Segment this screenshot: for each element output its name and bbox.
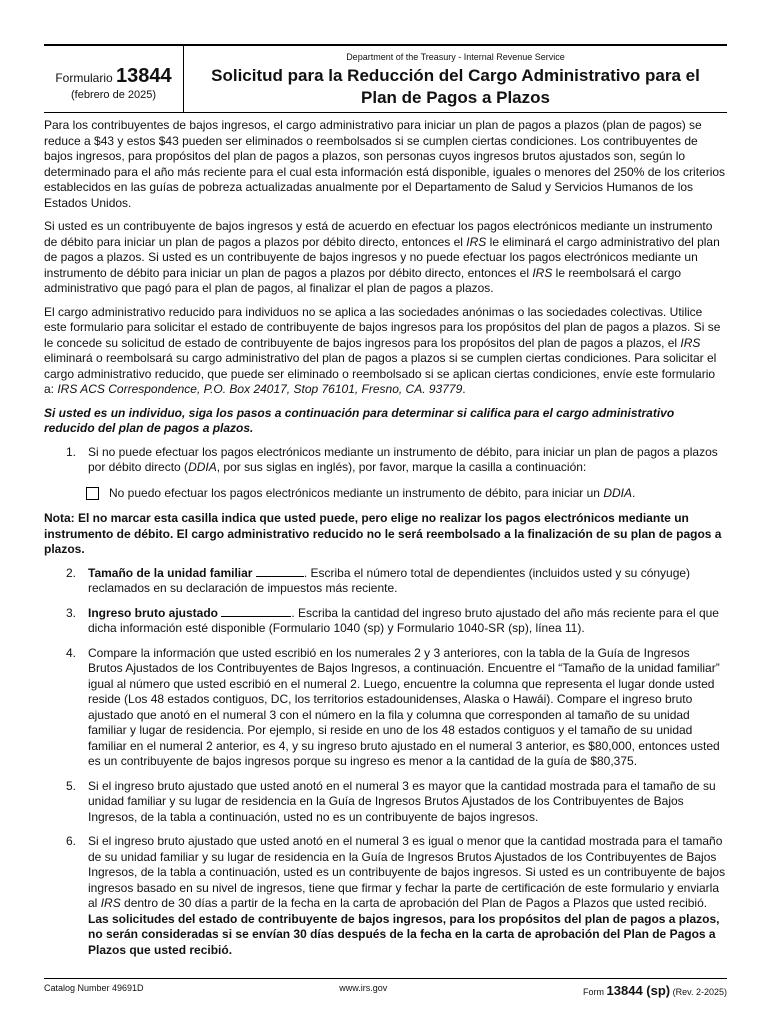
household-size-label: Tamaño de la unidad familiar (88, 565, 253, 580)
ddia-checkbox-row[interactable] (86, 486, 727, 502)
form-header (44, 44, 727, 113)
intro-paragraph-1: Para los contribuyentes de bajos ingresos, el cargo administrativo para iniciar un plan de pagos a plazos (plan de pagos) se reduce a $43 y estos $43 pueden ser eliminados o reembolsados si se cumplen ciertas condiciones. Los contribuyentes de bajos ingresos, para propósitos del plan de pagos a plazos, son personas cuyos ingresos brutos ajustados son, según lo determinado para el año más reciente para el cual esta información está disponible, iguales o menores del 250% de los criterios establecidos en las guías de pobreza actualizadas anualmente por el Departamento de Salud y Servicios Humanos de los Estados Unidos. (44, 118, 726, 210)
ddia-checkbox[interactable] (86, 487, 99, 500)
form-footer (44, 978, 727, 998)
form-date: (febrero de 2025) (71, 89, 156, 101)
ddia-checkbox-label: No puedo efectuar los pagos electrónicos mediante un instrumento de débito, para iniciar un DDIA. (109, 485, 636, 500)
agi-field[interactable] (221, 606, 291, 617)
intro-paragraph-2: Si usted es un contribuyente de bajos ingresos y está de acuerdo en efectuar los pagos electrónicos mediante un instrumento de débito para iniciar un plan de pagos a plazos por débito directo, entonces el IRS le eliminará el cargo administrativo del plan de pagos a plazos. Si usted es un contribuyente de bajos ingresos y no puede efectuar los pagos electrónicos mediante un instrumento de débito para iniciar un plan de pagos a plazos por débito directo, entonces el IRS le reembolsará el cargo administrativo que pagó para el plan de pagos, al finalizar el plan de pagos a plazos. (44, 219, 720, 295)
form-reference: Form 13844 (sp) (Rev. 2-2025) (583, 983, 727, 998)
form-body (44, 118, 727, 958)
household-size-field[interactable] (256, 566, 304, 577)
step-6: 6. Si el ingreso bruto ajustado que usted anotó en el numeral 3 es igual o menor que la cantidad mostrada para el tamaño de su unidad familiar y su lugar de residencia en la Guía de Ingresos Brutos Ajustados de los Contribuyentes de Bajos Ingresos, de la tabla a continuación, usted es un contribuyente de bajos ingresos. Si usted es un contribuyente de bajos ingresos basado en su nivel de ingresos, tiene que firmar y fechar la parte de certificación de este formulario y enviarla al IRS dentro de 30 días a partir de la fecha en la carta de aprobación del Plan de Pagos a Plazos que usted recibió. Las solicitudes del estado de contribuyente de bajos ingresos, para los propósitos del plan de pagos a plazos, no serán consideradas si se envían 30 días después de la fecha en la carta de aprobación del Plan de Pagos a Plazos que usted recibió. (66, 834, 726, 957)
intro-paragraph-3: El cargo administrativo reducido para individuos no se aplica a las sociedades anónimas o las sociedades colectivas. Utilice este formulario para solicitar el estado de contribuyente de bajos ingresos para los propósitos del plan de pagos a plazos. Si se le concede su solicitud de estado de contribuyente de bajos ingresos para los propósitos del plan de pagos a plazos, el IRS eliminará o reembolsará su cargo administrativo del plan de pagos a plazos si se cumplen ciertas condiciones. Para solicitar el cargo administrativo reducido, que puede ser eliminado o reembolsado si se aplican ciertas condiciones, envíe este formulario a: IRS ACS Correspondence, P.O. Box 24017, Stop 76101, Fresno, CA. 93779. (44, 304, 721, 396)
form-title (184, 65, 727, 109)
website: www.irs.gov (339, 983, 388, 993)
title-line-2: Plan de Pagos a Plazos (361, 88, 550, 107)
step-5: 5. Si el ingreso bruto ajustado que usted anotó en el numeral 3 es mayor que la cantidad mostrada para el tamaño de su unidad familiar y su lugar de residencia en la Guía de Ingresos Brutos Ajustados de los Contribuyentes de Bajos Ingresos, de la tabla a continuación, usted no es un contribuyente de bajos ingresos. (66, 778, 716, 824)
step-1-note: Nota: El no marcar esta casilla indica que usted puede, pero elige no realizar los pagos electrónicos mediante un instrumento de débito. El cargo administrativo reducido no le será reembolsado a la finalización de su plan de pagos a plazos. (44, 511, 722, 556)
title-line-1: Solicitud para la Reducción del Cargo Administrativo para el (211, 66, 700, 85)
agi-label: Ingreso bruto ajustado (88, 605, 219, 620)
form-page (44, 44, 727, 967)
department-line: Department of the Treasury - Internal Revenue Service (346, 52, 565, 62)
step-1: 1. Si no puede efectuar los pagos electrónicos mediante un instrumento de débito, para iniciar un plan de pagos a plazos por débito directo (DDIA, por sus siglas en inglés), por favor, marque la casilla a continuación: No puedo efectuar los pagos electrónicos mediante un instrumento de débito, para iniciar un DDIA. Nota: El no marcar esta casilla indica que usted puede, pero elige no realizar los pagos electrónicos mediante un instrumento de débito. El cargo administrativo reducido no le será reembolsado a la finalización de su plan de pagos a plazos. (44, 445, 727, 558)
steps-list (44, 445, 727, 959)
step-3: 3. Ingreso bruto ajustado . Escriba la cantidad del ingreso bruto ajustado del año más reciente para el que dicha información esté disponible (Formulario 1040 (sp) y Formulario 1040-SR (sp), línea 11). (66, 605, 719, 635)
step-4: 4. Compare la información que usted escribió en los numerales 2 y 3 anteriores, con la tabla de la Guía de Ingresos Brutos Ajustados de los Contribuyentes de Bajos Ingresos, a continuación. Encuentre el “Tamaño de la unidad familiar” igual al número que usted escribió en el numeral 2. Luego, encuentre la columna que representa el lugar donde usted reside (Los 48 estados contiguos, DC, los territorios estadounidenses, Alaska o Hawái). Compare el ingreso bruto ajustado que anotó en el numeral 3 con el número en la fila y columna que corresponden al tamaño de su unidad familiar y lugar de residencia. Por ejemplo, si reside en uno de los 48 estados contiguos y el tamaño de su unidad familiar en el numeral 2 anterior, es 4, y su ingreso bruto ajustado en el numeral 3 anterior, es $80,000, entonces usted es un contribuyente de bajos ingresos porque su ingreso es menor a la cantidad de la guía de $80,375. (66, 645, 720, 768)
title-box (184, 46, 727, 112)
step-2: 2. Tamaño de la unidad familiar . Escriba el número total de dependientes (incluidos usted y su cónyuge) reclamados en su declaración de impuestos más reciente. (66, 565, 691, 595)
form-label: Formulario (55, 71, 113, 85)
form-id-box (44, 46, 184, 112)
instructions-subheading: Si usted es un individuo, siga los pasos a continuación para determinar si califica para el cargo administrativo reducido del plan de pagos a plazos. (44, 405, 675, 435)
form-number: 13844 (116, 65, 172, 87)
catalog-number: Catalog Number 49691D (44, 983, 144, 993)
mailing-address: IRS ACS Correspondence, P.O. Box 24017, Stop 76101, Fresno, CA. 93779 (57, 382, 463, 396)
